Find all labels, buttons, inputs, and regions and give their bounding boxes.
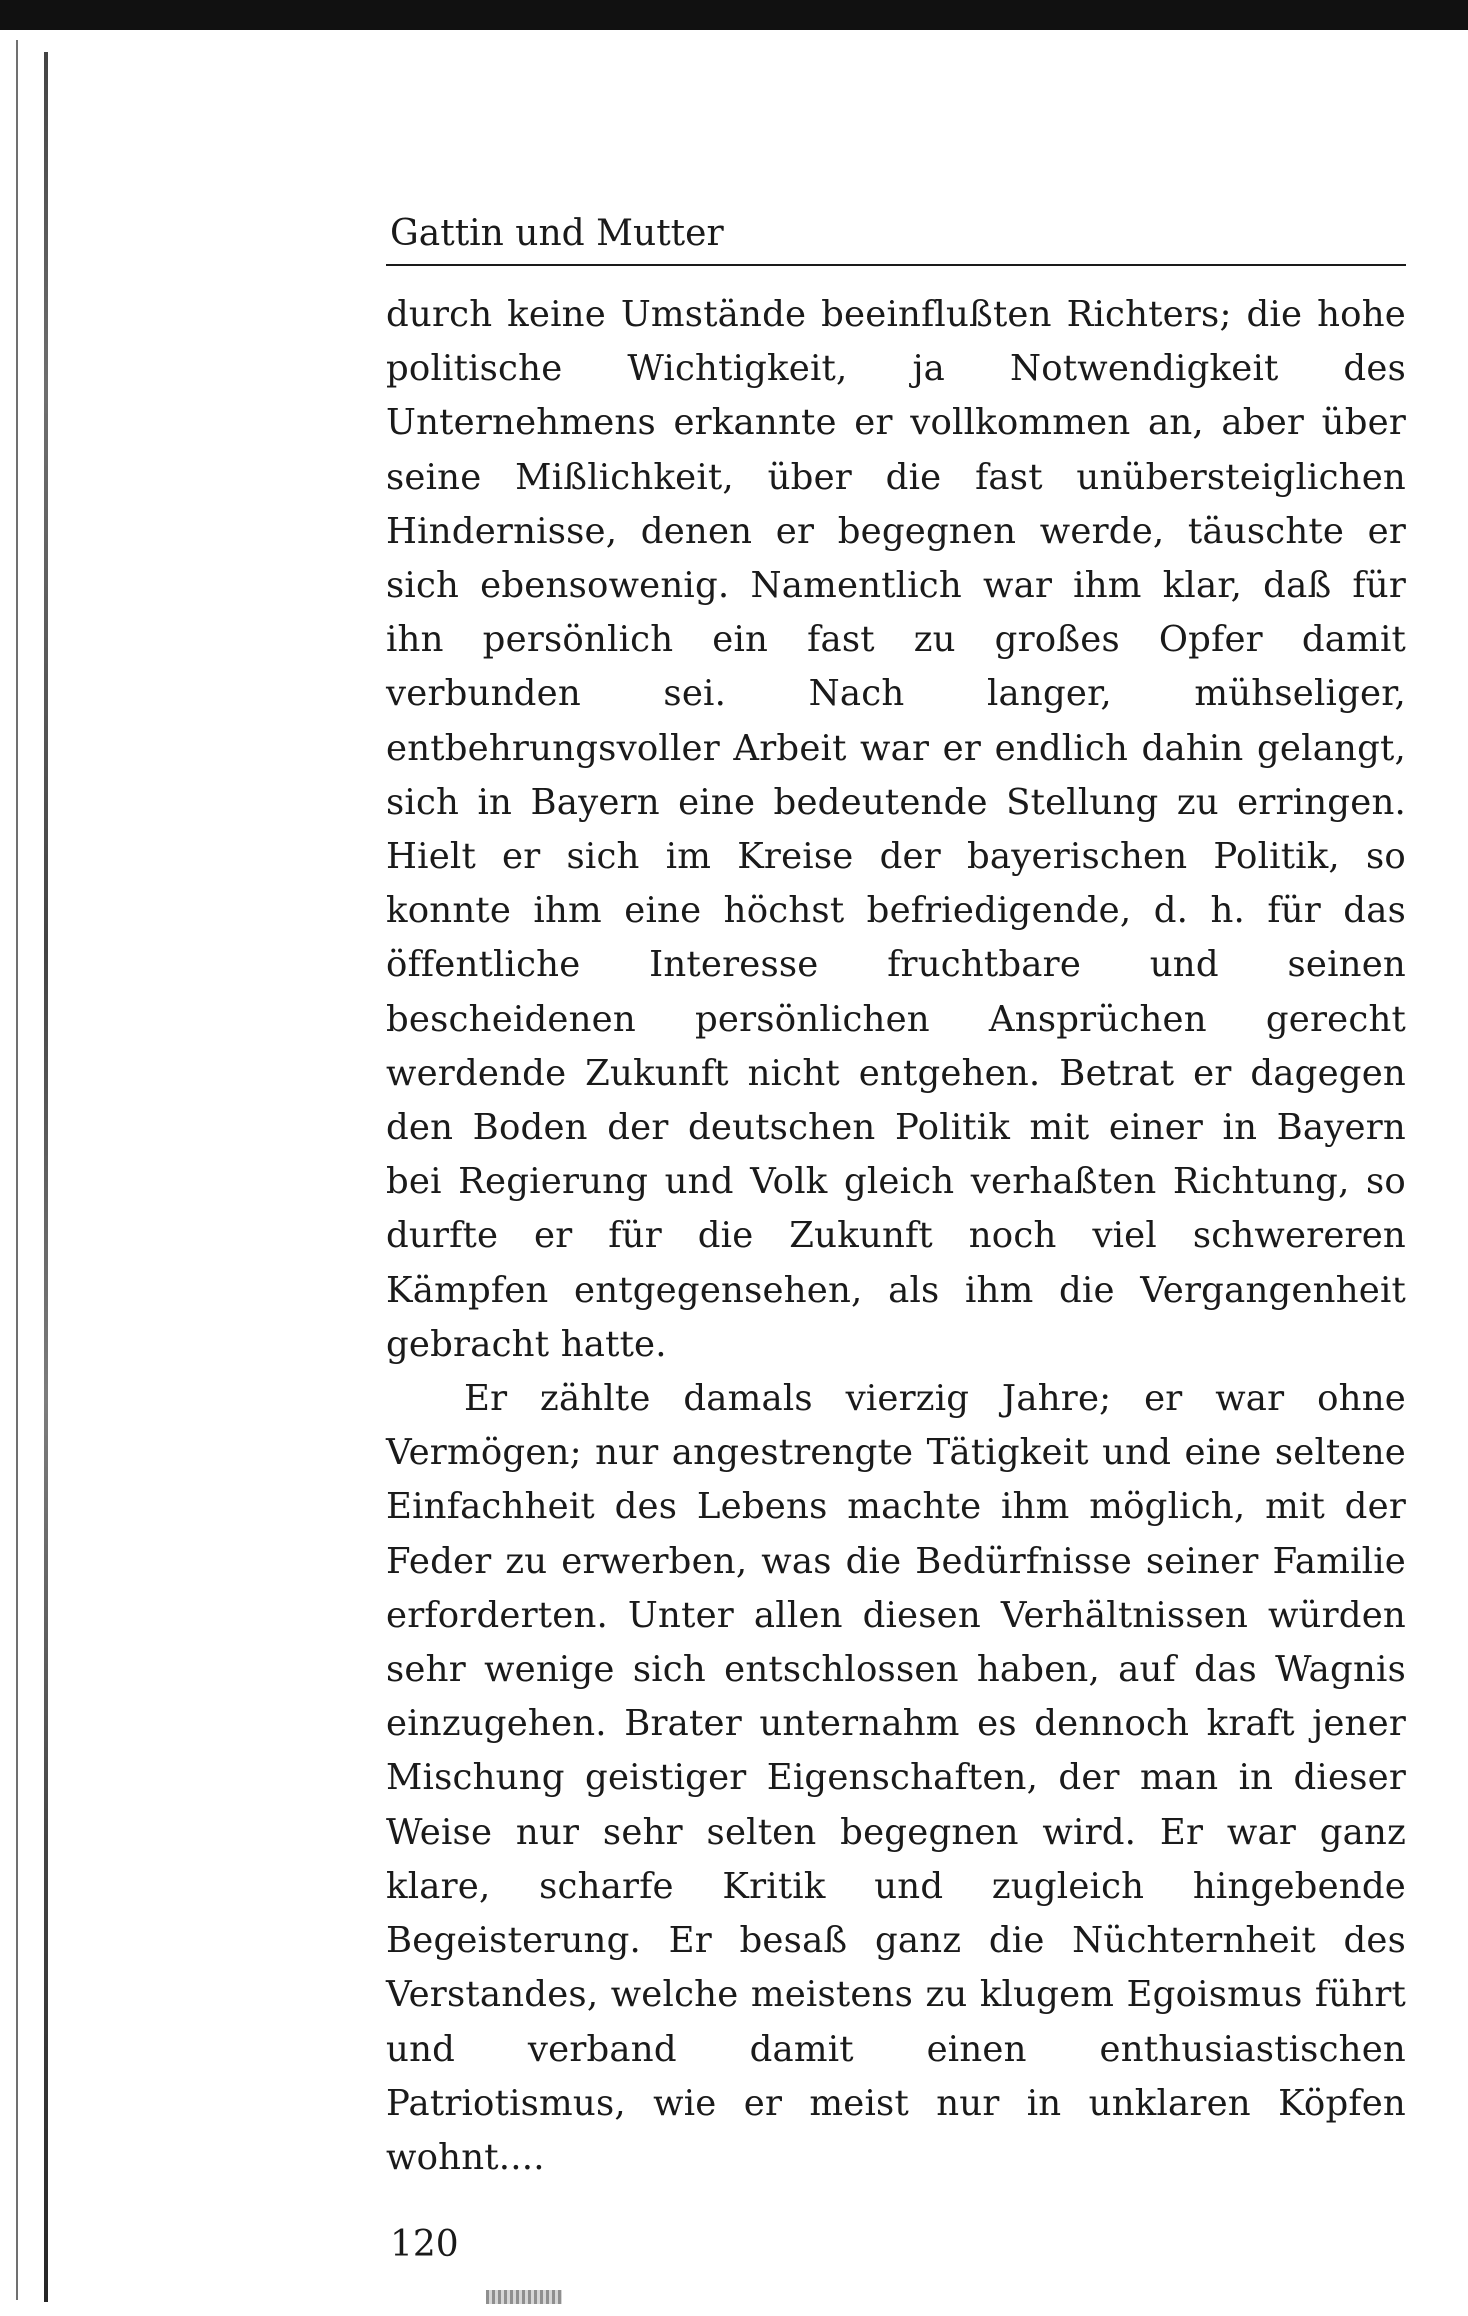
body-text — [386, 288, 1406, 2185]
running-head-rule — [386, 264, 1406, 266]
scan-left-border — [44, 52, 48, 2302]
book-page — [386, 210, 1406, 2269]
paragraph-2: Er zählte damals vierzig Jahre; er war ohne Vermögen; nur angestrengte Tätigkeit und eine seltene Einfachheit des Lebens machte ihm möglich, mit der Feder zu erwerben, was die Bedürfnisse seiner Familie erforderten. Unter allen diesen Verhältnissen würden sehr wenige sich entschlossen haben, auf das Wagnis einzugehen. Brater unternahm es dennoch kraft jener Mischung geistiger Eigenschaften, der man in dieser Weise nur sehr selten begegnen wird. Er war ganz klare, scharfe Kritik und zugleich hingebende Begeisterung. Er besaß ganz die Nüchternheit des Verstandes, welche meistens zu klugem Egoismus führt und verband damit einen enthusiastischen Patriotismus, wie er meist nur in unklaren Köpfen wohnt.... — [386, 1378, 1406, 2178]
scan-mark — [486, 2290, 562, 2304]
scan-top-border — [0, 0, 1468, 30]
running-head: Gattin und Mutter — [390, 213, 724, 254]
scan-left-border-outer — [16, 40, 18, 2300]
page-number: 120 — [390, 2224, 459, 2266]
paragraph-1: durch keine Umstände beeinflußten Richters; die hohe politische Wichtigkeit, ja Notwendigkeit des Unternehmens erkannte er vollkommen an, aber über seine Mißlichkeit, über die fast unübersteiglichen Hindernisse, denen er begegnen werde, täuschte er sich ebensowenig. Namentlich war ihm klar, daß für ihn persönlich ein fast zu großes Opfer damit verbunden sei. Nach langer, mühseliger, entbehrungsvoller Arbeit war er endlich dahin gelangt, sich in Bayern eine bedeutende Stellung zu erringen. Hielt er sich im Kreise der bayerischen Politik, so konnte ihm eine höchst befriedigende, d. h. für das öffentliche Interesse fruchtbare und seinen bescheidenen persönlichen Ansprüchen gerecht werdende Zukunft nicht entgehen. Betrat er dagegen den Boden der deutschen Politik mit einer in Bayern bei Regierung und Volk gleich verhaßten Richtung, so durfte er für die Zukunft noch viel schwereren Kämpfen entgegensehen, als ihm die Vergangenheit gebracht hatte. — [386, 294, 1406, 1365]
